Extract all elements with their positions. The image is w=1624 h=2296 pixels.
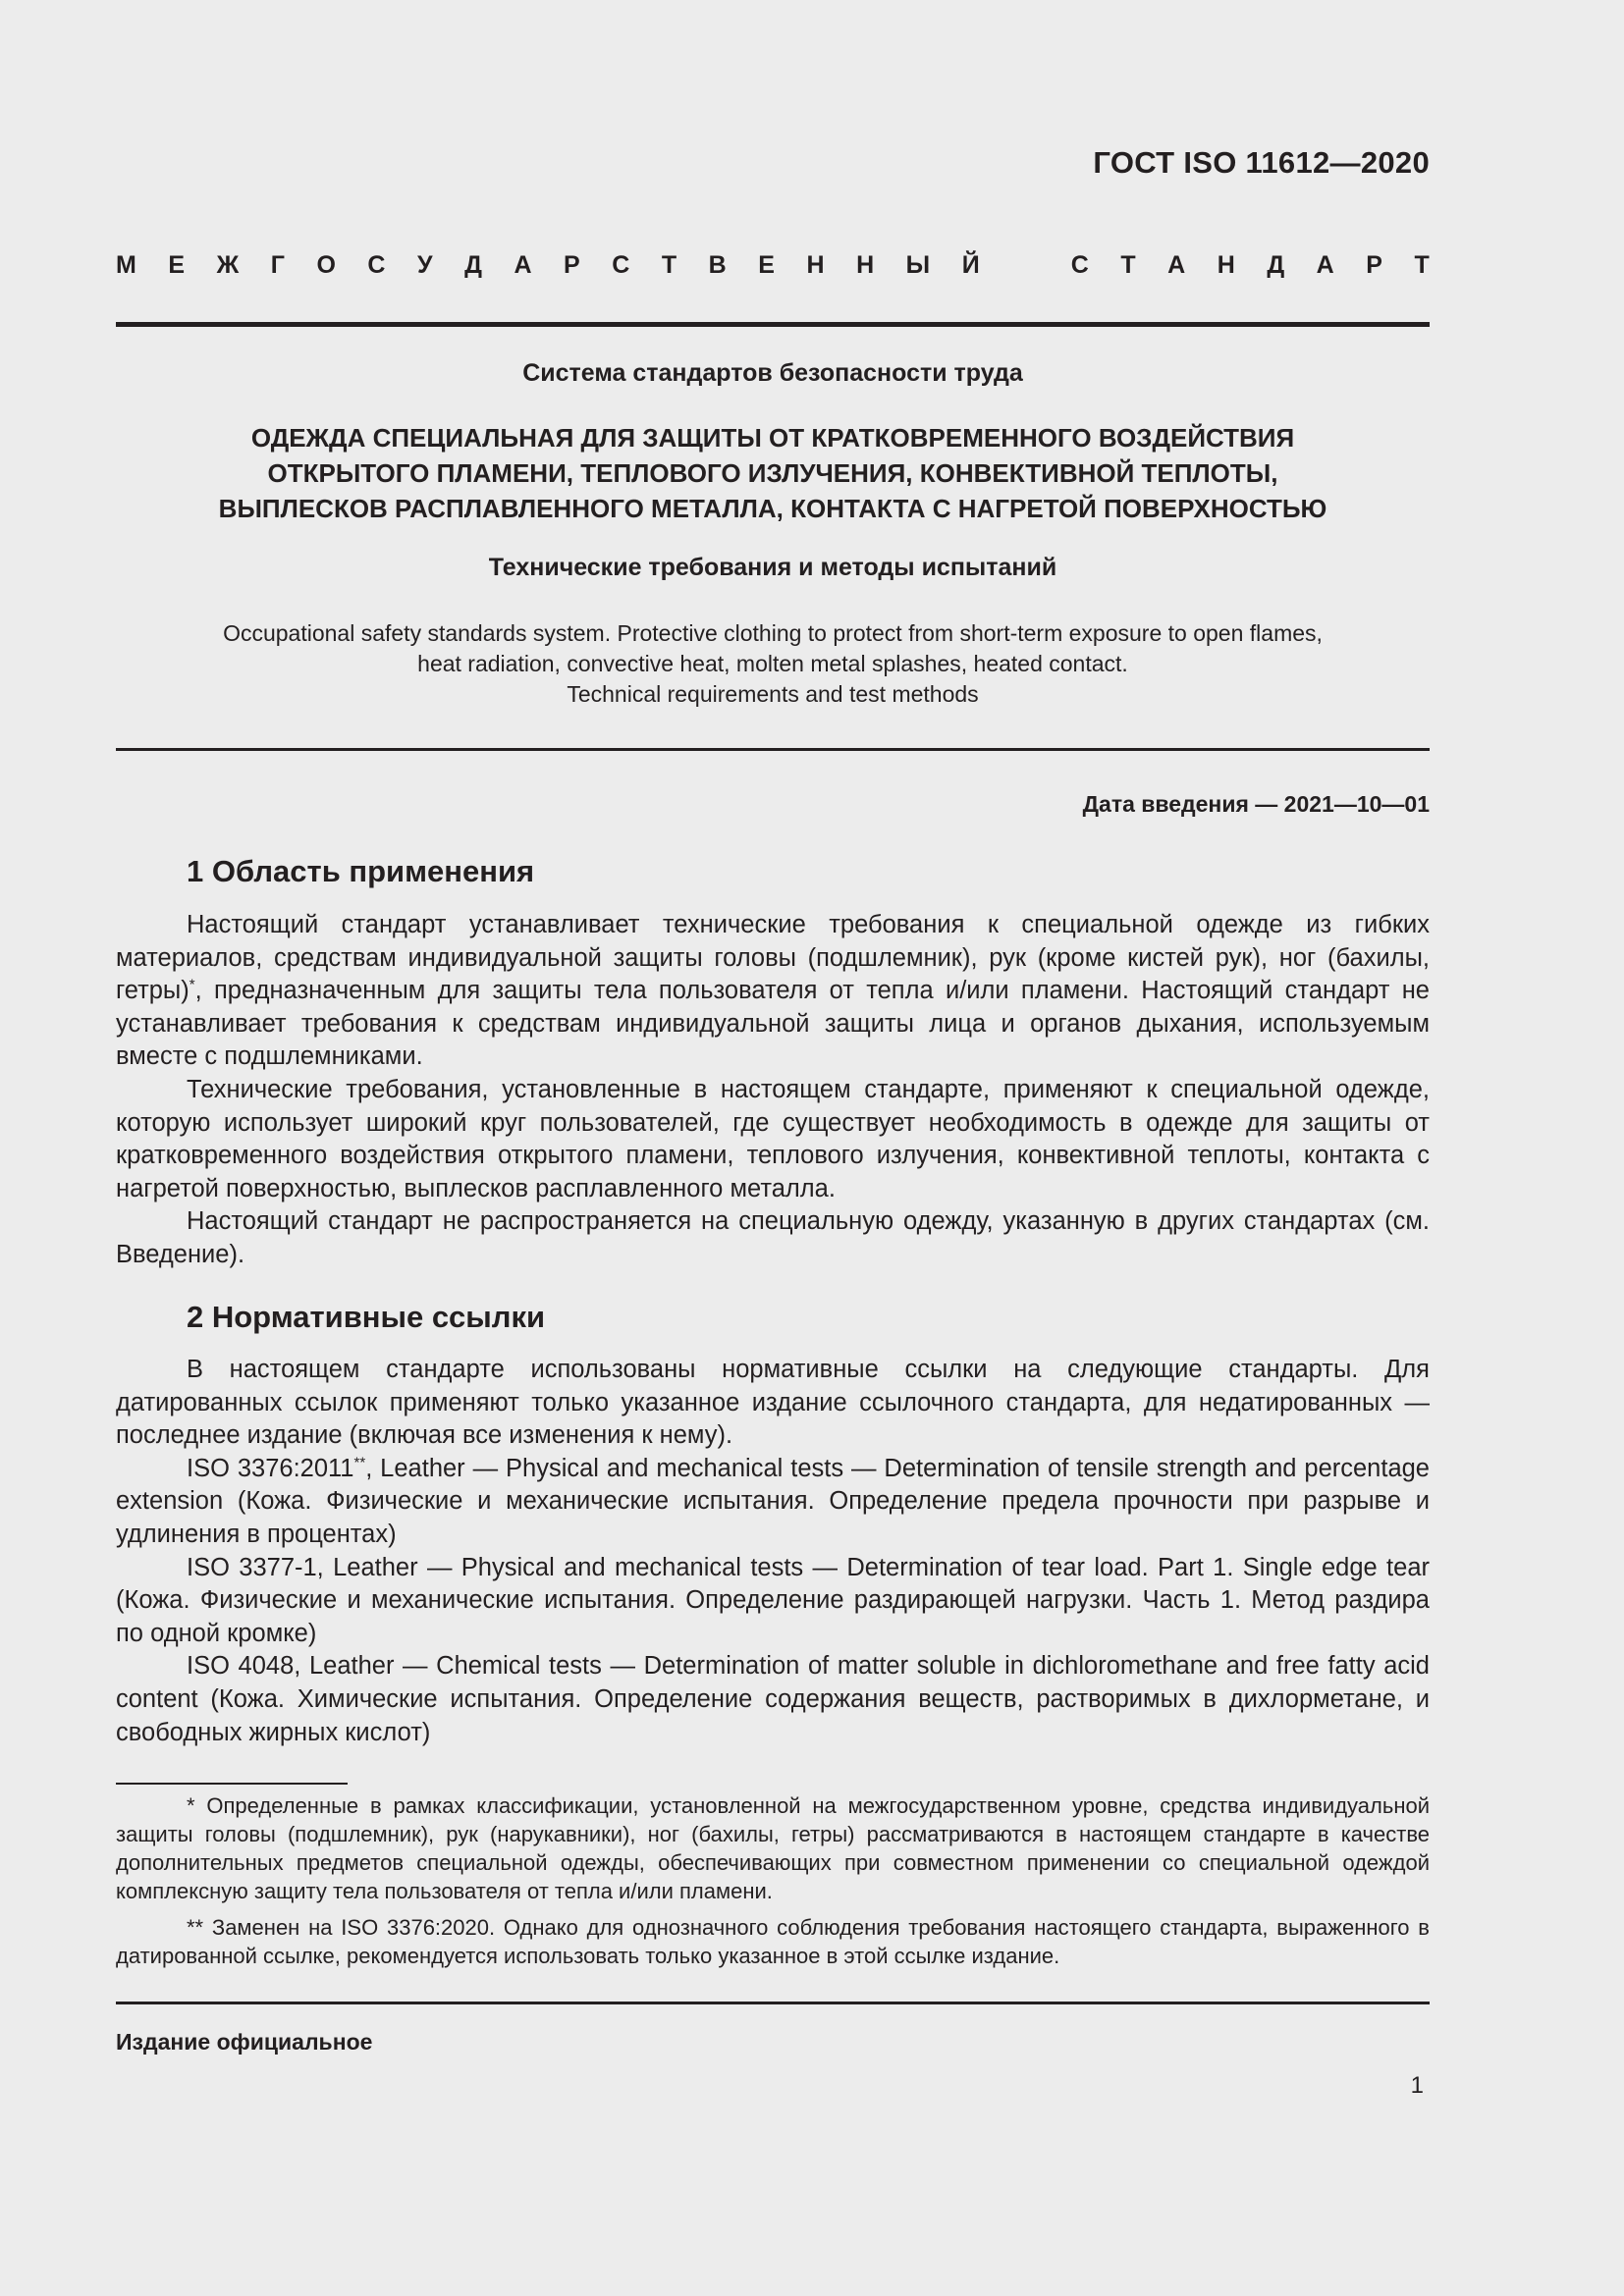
english-title-line: Occupational safety standards system. Protective clothing to protect from short-term exposure to open flames, xyxy=(223,620,1323,646)
paragraph: Настоящий стандарт устанавливает технические требования к специальной одежде из гибких материалов, средствам индивидуальной защиты головы (подшлемник), рук (кроме кистей рук), ног (бахилы, гетры)*, предназначенным для защиты тела пользователя от тепла и/или пламени. Настоящий стандарт не устанавливает требования к средствам индивидуальной защиты лица и органов дыхания, используемым вместе с подшлемниками. xyxy=(116,911,1430,1071)
english-title xyxy=(116,618,1430,710)
heading-letter: О xyxy=(316,251,336,279)
heading-letter: Р xyxy=(564,251,580,279)
heading-letter: Р xyxy=(1366,251,1382,279)
heading-letter: Е xyxy=(168,251,186,279)
main-title xyxy=(116,420,1430,526)
heading-letter: Н xyxy=(856,251,875,279)
english-title-line: heat radiation, convective heat, molten metal splashes, heated contact. xyxy=(417,651,1128,676)
footnote: ** Заменен на ISO 3376:2020. Однако для однозначного соблюдения требования настоящего стандарта, выраженного в датированной ссылке, рекомендуется использовать только указанное в этой ссылке издание. xyxy=(116,1915,1430,1968)
english-title-line: Technical requirements and test methods xyxy=(567,681,979,707)
interstate-standard-heading xyxy=(116,251,1430,280)
heading-letter: Г xyxy=(270,251,285,279)
system-title: Система стандартов безопасности труда xyxy=(522,359,1023,387)
standard-number: ГОСТ ISO 11612—2020 xyxy=(1093,145,1430,180)
heading-letter: А xyxy=(1316,251,1334,279)
page-number: 1 xyxy=(1410,2072,1424,2099)
footnotes xyxy=(116,1791,1430,1978)
paragraph: В настоящем стандарте использованы нормативные ссылки на следующие стандарты. Для датированных ссылок применяют только указанное издание ссылочного стандарта, для недатированных — последнее издание (включая все изменения к нему). xyxy=(116,1356,1430,1450)
heading-letter: М xyxy=(116,251,136,279)
footnote: * Определенные в рамках классификации, установленной на межгосударственном уровне, средства индивидуальной защиты головы (подшлемник), рук (нарукавники), ног (бахилы, гетры) рассматриваются в настоящем стандарте в качестве дополнительных предметов специальной одежды, обеспечивающих при совместном применении со специальной одеждой комплексную защиту тела пользователя от тепла и/или пламени. xyxy=(116,1793,1430,1903)
main-title-line: ВЫПЛЕСКОВ РАСПЛАВЛЕННОГО МЕТАЛЛА, КОНТАКТА С НАГРЕТОЙ ПОВЕРХНОСТЬЮ xyxy=(218,494,1327,523)
heading-letter: А xyxy=(1167,251,1186,279)
main-title-line: ОТКРЫТОГО ПЛАМЕНИ, ТЕПЛОВОГО ИЗЛУЧЕНИЯ, КОНВЕКТИВНОЙ ТЕПЛОТЫ, xyxy=(267,458,1278,488)
heading-letter: Е xyxy=(758,251,775,279)
heading-letter: Ж xyxy=(216,251,240,279)
section-1-heading: 1 Область применения xyxy=(187,854,535,888)
heading-letter: С xyxy=(612,251,630,279)
section-1-body xyxy=(116,909,1430,1272)
heading-letter: Т xyxy=(1120,251,1136,279)
section-2-body xyxy=(116,1354,1430,1749)
heading-letter: В xyxy=(708,251,727,279)
reference-item: ISO 3377-1, Leather — Physical and mechanical tests — Determination of tear load. Part 1. Single edge tear (Кожа. Физические и механические испытания. Определение раздирающей нагрузки. Часть 1. Метод раздира по одной кромке) xyxy=(116,1553,1430,1647)
heading-letter: С xyxy=(1070,251,1089,279)
main-title-line: ОДЕЖДА СПЕЦИАЛЬНАЯ ДЛЯ ЗАЩИТЫ ОТ КРАТКОВРЕМЕННОГО ВОЗДЕЙСТВИЯ xyxy=(250,423,1295,453)
footer-divider xyxy=(116,2002,1430,2004)
paragraph: Технические требования, установленные в настоящем стандарте, применяют к специальной одежде, которую использует широкий круг пользователей, где существует необходимость в одежде для защиты от кратковременного воздействия открытого пламени, теплового излучения, конвективной теплоты, контакта с нагретой поверхностью, выплесков расплавленного металла. xyxy=(116,1075,1430,1202)
section-2-heading: 2 Нормативные ссылки xyxy=(187,1300,546,1334)
subtitle: Технические требования и методы испытаний xyxy=(488,554,1057,581)
paragraph: Настоящий стандарт не распространяется на специальную одежду, указанную в других стандартах (см. Введение). xyxy=(116,1207,1430,1268)
reference-item: ISO 4048, Leather — Chemical tests — Determination of matter soluble in dichloromethane and free fatty acid content (Кожа. Химические испытания. Определение содержания веществ, растворимых в дихлорметане, и свободных жирных кислот) xyxy=(116,1652,1430,1746)
heading-letter: У xyxy=(417,251,433,279)
heading-letter: С xyxy=(367,251,386,279)
reference-item: ISO 3376:2011**, Leather — Physical and mechanical tests — Determination of tensile strength and percentage extension (Кожа. Физические и механические испытания. Определение предела прочности при разрыве и удлинения в процентах) xyxy=(116,1454,1430,1548)
heading-letter: Д xyxy=(464,251,482,279)
introduction-date: Дата введения — 2021—10—01 xyxy=(1082,791,1430,817)
heading-letter: Т xyxy=(661,251,677,279)
footnote-separator xyxy=(116,1783,348,1785)
title-divider xyxy=(116,748,1430,751)
heading-letter: Н xyxy=(806,251,825,279)
official-edition-label: Издание официальное xyxy=(116,2029,373,2055)
header-divider xyxy=(116,322,1430,327)
word-gap xyxy=(1011,251,1039,280)
heading-letter: Т xyxy=(1414,251,1430,279)
heading-letter: Й xyxy=(961,251,980,279)
heading-letter: Д xyxy=(1267,251,1285,279)
heading-letter: Н xyxy=(1217,251,1235,279)
heading-letter: А xyxy=(514,251,532,279)
heading-letter: Ы xyxy=(905,251,931,279)
